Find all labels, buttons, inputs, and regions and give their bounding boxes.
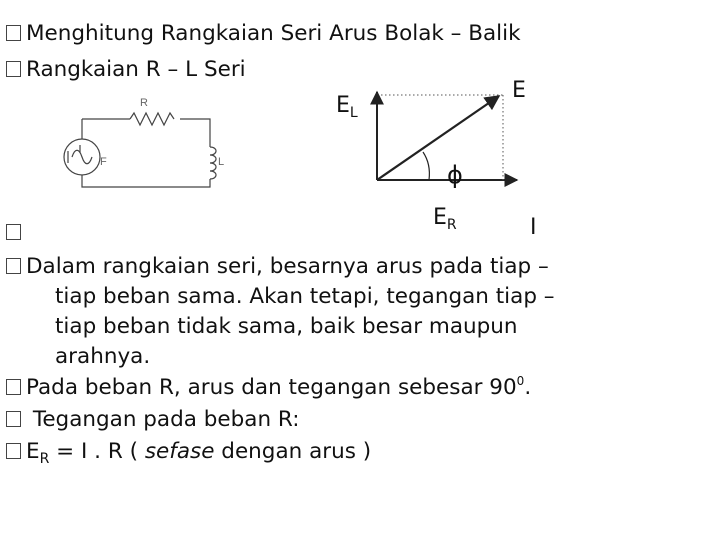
e-vector <box>377 96 499 180</box>
source-polarity <box>68 145 80 163</box>
voltage-text: Tegangan pada beban R: <box>26 407 300 432</box>
formula-mid: = I . R ( <box>49 439 145 464</box>
paragraph-line-2: tiap beban sama. Akan tetapi, tegangan tiap – <box>55 284 555 309</box>
paragraph-line-1 <box>6 253 549 281</box>
er-label-sub: R <box>446 217 457 233</box>
formula-line <box>6 438 371 468</box>
phase-angle-arc <box>423 152 429 180</box>
bullet-box-icon <box>6 61 21 77</box>
bullet-box-icon <box>6 379 21 395</box>
e-label: E <box>512 78 526 103</box>
inductor-label: L <box>218 156 225 168</box>
paragraph-line-3: tiap beban tidak sama, baik besar maupun <box>55 314 518 339</box>
phase-text: Pada beban R, arus dan tegangan sebesar 90 <box>26 375 517 400</box>
formula-e: E <box>26 439 40 464</box>
phase-period: . <box>524 375 532 400</box>
formula-subscript: R <box>39 451 50 467</box>
el-label-sub: L <box>349 105 358 121</box>
bullet-box-icon <box>6 411 21 427</box>
voltage-line <box>6 406 299 434</box>
heading-line <box>6 20 521 48</box>
circuit-wire-bottom <box>82 119 210 187</box>
phase-line <box>6 374 531 404</box>
i-label: I <box>530 215 537 240</box>
paragraph-text-1: Dalam rangkaian seri, besarnya arus pada tiap – <box>26 254 549 279</box>
degree-superscript: 0 <box>516 374 525 388</box>
inductor-coil <box>210 147 216 179</box>
el-label <box>336 94 358 120</box>
bullet-box-icon <box>6 25 21 41</box>
heading-text: Menghitung Rangkaian Seri Arus Bolak – Balik <box>26 21 521 46</box>
subheading-line <box>6 56 246 84</box>
er-label-main: E <box>433 205 447 230</box>
phi-label: ϕ <box>447 161 463 189</box>
source-label: F <box>100 156 107 168</box>
bullet-box-icon <box>6 443 21 459</box>
rl-circuit-diagram <box>60 95 240 200</box>
el-label-main: E <box>336 93 350 118</box>
bullet-box-icon <box>6 224 21 240</box>
empty-bullet-line <box>6 219 26 247</box>
subheading-text: Rangkaian R – L Seri <box>26 57 246 82</box>
formula-end: dengan arus ) <box>214 439 372 464</box>
er-label <box>433 206 457 232</box>
resistor-zigzag <box>130 113 174 125</box>
formula-sefase: sefase <box>144 439 215 464</box>
paragraph-line-4: arahnya. <box>55 344 151 369</box>
bullet-box-icon <box>6 258 21 274</box>
ac-wave <box>72 150 92 164</box>
resistor-label: R <box>140 97 148 109</box>
circuit-wire-top <box>82 119 210 147</box>
